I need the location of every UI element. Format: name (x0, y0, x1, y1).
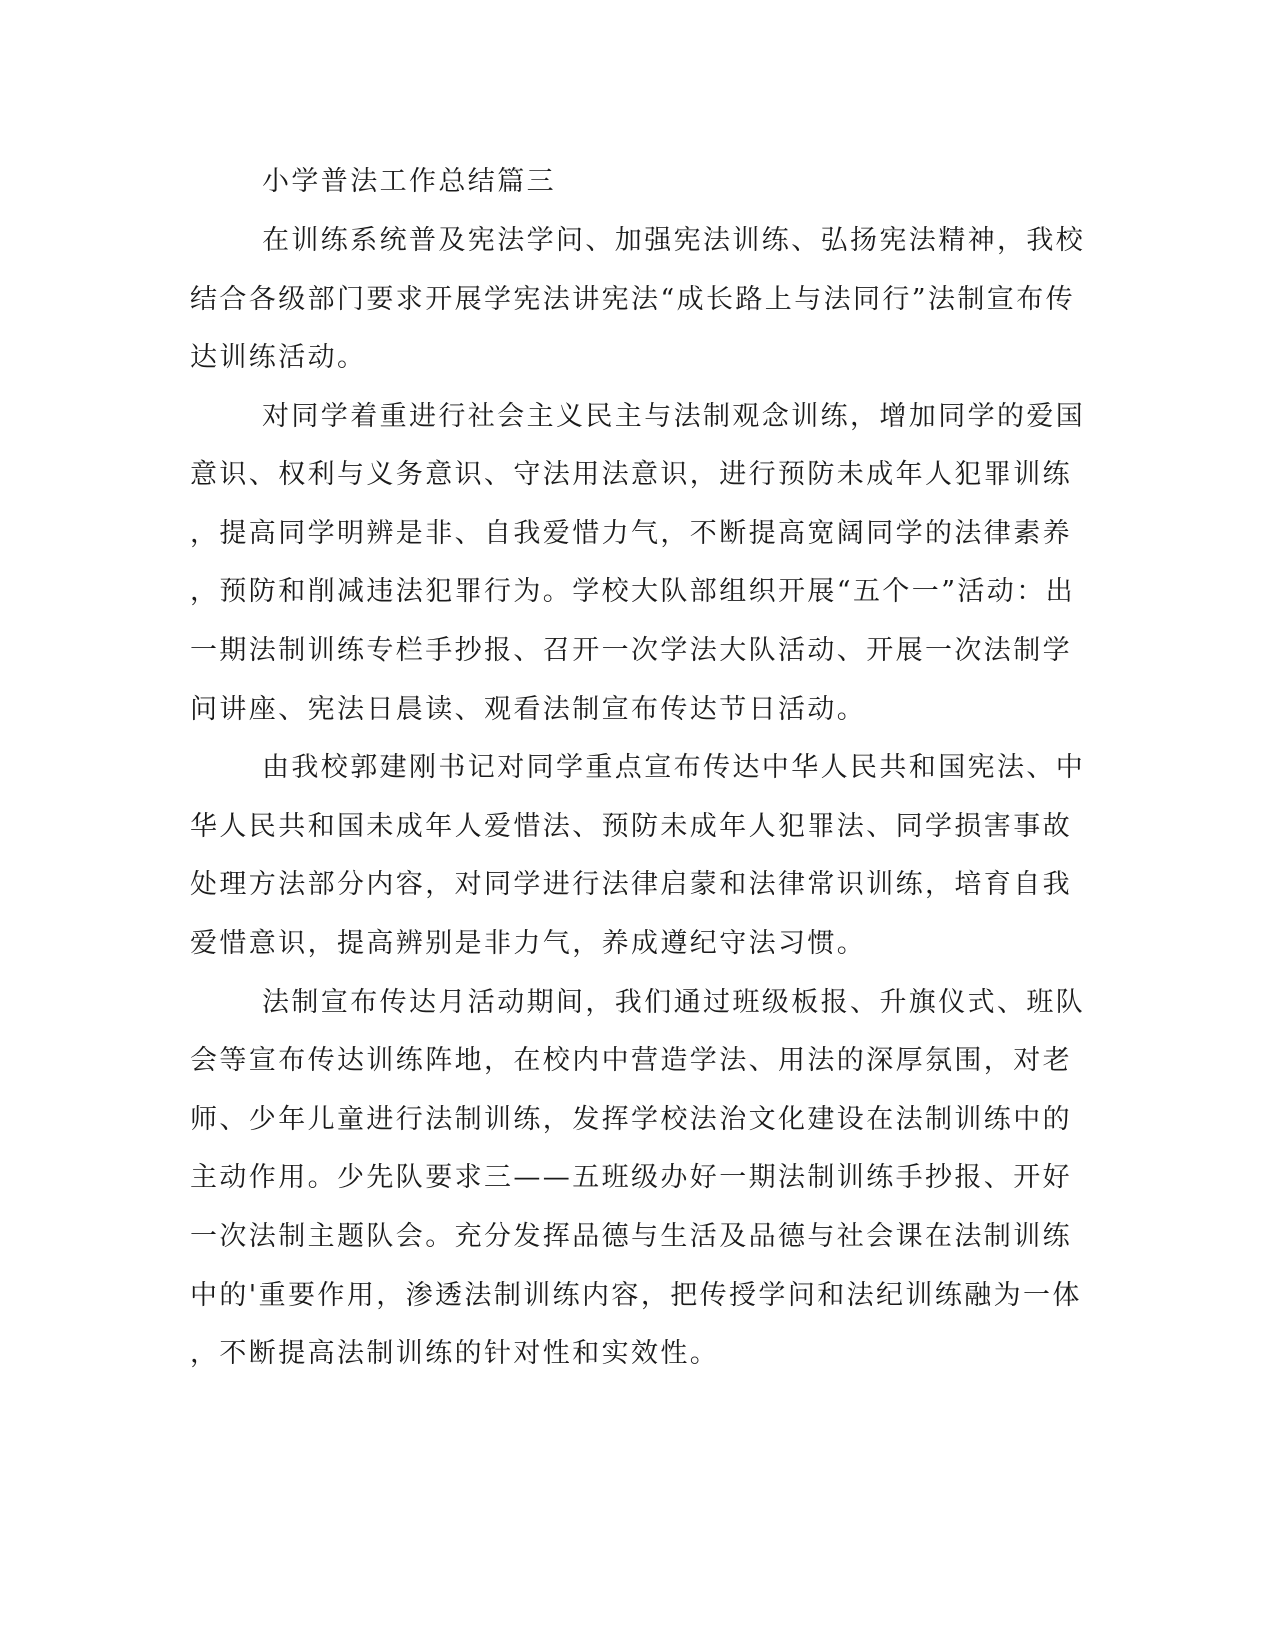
paragraph-1-line-2: 结合各级部门要求开展学宪法讲宪法“成长路上与法同行”法制宣布传 (190, 284, 1076, 315)
paragraph-4-line-2: 会等宣布传达训练阵地，在校内中营造学法、用法的深厚氛围，对老 (190, 1045, 1072, 1076)
paragraph-4-line-5: 一次法制主题队会。充分发挥品德与生活及品德与社会课在法制训练 (190, 1221, 1072, 1252)
paragraph-3-line-2: 华人民共和国未成年人爱惜法、预防未成年人犯罪法、同学损害事故 (190, 811, 1072, 842)
paragraph-3-line-3: 处理方法部分内容，对同学进行法律启蒙和法律常识训练，培育自我 (190, 869, 1072, 900)
paragraph-2-line-2: 意识、权利与义务意识、守法用法意识，进行预防未成年人犯罪训练 (190, 459, 1072, 490)
paragraph-3-line-4: 爱惜意识，提高辨别是非力气，养成遵纪守法习惯。 (190, 928, 867, 959)
paragraph-1-line-1: 在训练系统普及宪法学问、加强宪法训练、弘扬宪法精神，我校 (262, 225, 1086, 256)
paragraph-4-line-4: 主动作用。少先队要求三——五班级办好一期法制训练手抄报、开好 (190, 1162, 1072, 1193)
paragraph-4-line-1: 法制宣布传达月活动期间，我们通过班级板报、升旗仪式、班队 (262, 987, 1086, 1018)
paragraph-2-line-5: 一期法制训练专栏手抄报、召开一次学法大队活动、开展一次法制学 (190, 635, 1072, 666)
paragraph-2-line-1: 对同学着重进行社会主义民主与法制观念训练，增加同学的爱国 (262, 401, 1086, 432)
paragraph-4-line-7: ，不断提高法制训练的针对性和实效性。 (190, 1338, 720, 1369)
paragraph-4-line-3: 师、少年儿童进行法制训练，发挥学校法治文化建设在法制训练中的 (190, 1104, 1072, 1135)
paragraph-4-line-6: 中的'重要作用，渗透法制训练内容，把传授学问和法纪训练融为一体 (190, 1280, 1082, 1311)
paragraph-2-line-3: ，提高同学明辨是非、自我爱惜力气，不断提高宽阔同学的法律素养 (190, 518, 1072, 549)
paragraph-1-line-3: 达训练活动。 (190, 342, 367, 373)
paragraph-2-line-4: ，预防和削减违法犯罪行为。学校大队部组织开展“五个一”活动：出 (190, 576, 1076, 607)
paragraph-2-line-6: 问讲座、宪法日晨读、观看法制宣布传达节日活动。 (190, 694, 867, 725)
document-title: 小学普法工作总结篇三 (262, 166, 556, 197)
paragraph-3-line-1: 由我校郭建刚书记对同学重点宣布传达中华人民共和国宪法、中 (262, 752, 1086, 783)
